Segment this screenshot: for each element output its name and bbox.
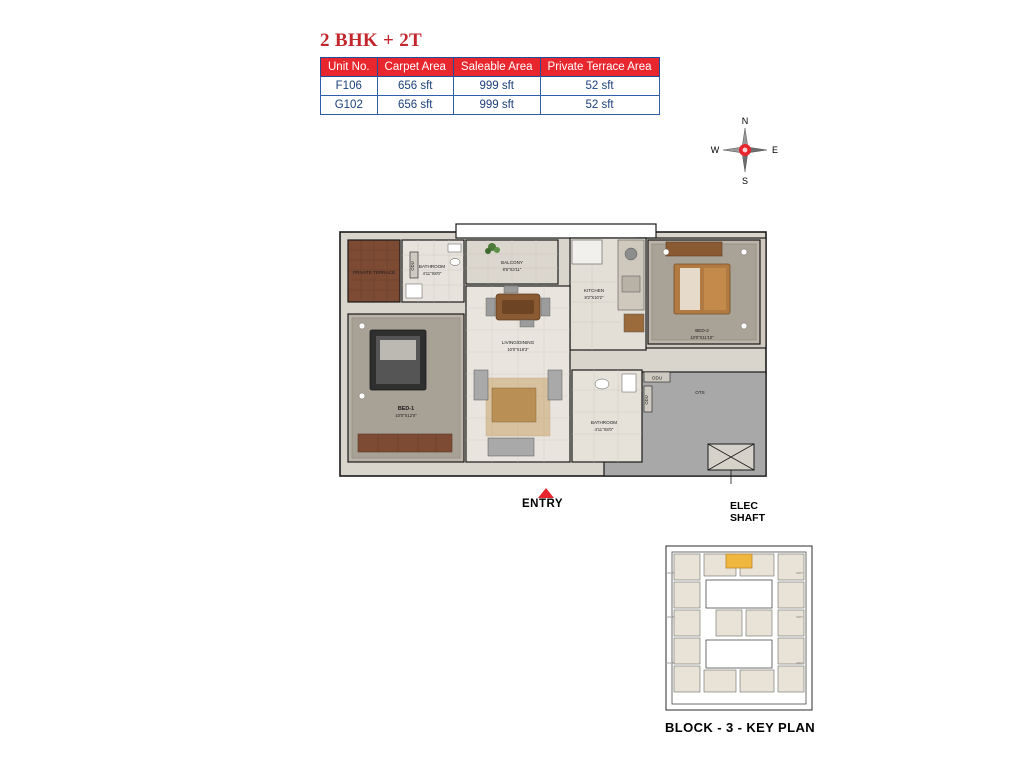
room-bed-2: [648, 240, 760, 344]
entry-arrow-icon: [538, 488, 554, 498]
room-bathroom-2: [572, 370, 642, 462]
cell-unit-no: G102: [321, 96, 378, 115]
table-header-row: [321, 58, 660, 77]
key-plan-diagram: [664, 544, 814, 712]
keyplan-tick-label: UNIT: [667, 571, 674, 575]
column-header-saleable-area: Saleable Area: [453, 58, 540, 77]
keyplan-tick-label: UNIT: [667, 615, 674, 619]
room-label-bed-1: BED-1: [397, 406, 415, 412]
room-dim-bathroom-1: 4'11"X8'0": [422, 271, 442, 276]
keyplan-highlighted-unit: [726, 554, 752, 568]
keyplan-tick-label: UNIT: [667, 661, 674, 665]
annotation-odu-mid: ODU: [651, 375, 663, 381]
compass-label-west: W: [710, 145, 720, 155]
room-kitchen: [570, 238, 646, 350]
room-label-balcony: BALCONY: [501, 260, 523, 265]
elec-shaft-line-1: ELEC: [730, 500, 759, 512]
cell-private-terrace-area: 52 sft: [540, 96, 659, 115]
elec-shaft-symbol: [708, 444, 754, 470]
room-dim-kitchen: 8'2"X10'2": [584, 295, 604, 300]
column-header-private-terrace-area: Private Terrace Area: [540, 58, 659, 77]
page-title: 2 BHK + 2T: [320, 30, 422, 51]
annotation-odu-right: ODU: [644, 395, 649, 405]
keyplan-tick-label: UNIT: [796, 615, 803, 619]
cell-unit-no: F106: [321, 77, 378, 96]
table-row: [321, 96, 660, 115]
elec-shaft-line-2: SHAFT: [730, 512, 765, 524]
cell-saleable-area: 999 sft: [453, 96, 540, 115]
room-private-terrace: [348, 240, 400, 302]
room-bed-1: [348, 314, 464, 462]
room-dim-living-dining: 10'0"X18'3": [507, 347, 529, 352]
column-header-carpet-area: Carpet Area: [377, 58, 453, 77]
key-plan-caption: BLOCK - 3 - KEY PLAN: [664, 720, 816, 735]
annotation-ots: OTS: [695, 390, 705, 395]
keyplan-courtyard-bottom: [706, 640, 772, 668]
cell-carpet-area: 656 sft: [377, 77, 453, 96]
room-dim-bed-1: 10'0"X12'0": [395, 413, 417, 418]
cell-private-terrace-area: 52 sft: [540, 77, 659, 96]
room-balcony: [466, 240, 558, 284]
keyplan-courtyard-top: [706, 580, 772, 608]
keyplan-tick-label: UNIT: [796, 661, 803, 665]
room-label-living-dining: LIVING/DINING: [501, 340, 535, 345]
room-label-bathroom-2: BATHROOM: [590, 420, 618, 425]
compass-label-south: S: [741, 176, 749, 186]
room-dim-bathroom-2: 4'11"X8'0": [594, 427, 614, 432]
room-living-dining: [466, 286, 570, 462]
entry-label: ENTRY: [522, 498, 564, 510]
room-dim-balcony: 8'6"X3'11": [502, 267, 522, 272]
column-header-unit-no: Unit No.: [321, 58, 378, 77]
table-row: [321, 77, 660, 96]
room-label-bathroom-1: BATHROOM: [418, 264, 446, 269]
room-label-private-terrace: PRIVATE TERRACE: [352, 270, 396, 275]
room-dim-bed-2: 10'0"X11'10": [690, 335, 714, 340]
room-label-bed-2: BED-2: [695, 328, 709, 333]
elec-shaft-label: [730, 500, 765, 524]
compass-label-east: E: [771, 145, 779, 155]
room-label-kitchen: KITCHEN: [583, 288, 605, 293]
keyplan-tick-label: UNIT: [796, 571, 803, 575]
compass-rose-icon: [705, 110, 785, 190]
cell-saleable-area: 999 sft: [453, 77, 540, 96]
unit-details-table: [320, 57, 660, 115]
compass-label-north: N: [741, 116, 749, 126]
floor-plan-drawing: [336, 222, 770, 484]
cell-carpet-area: 656 sft: [377, 96, 453, 115]
annotation-odu-left: ODU: [410, 261, 415, 271]
